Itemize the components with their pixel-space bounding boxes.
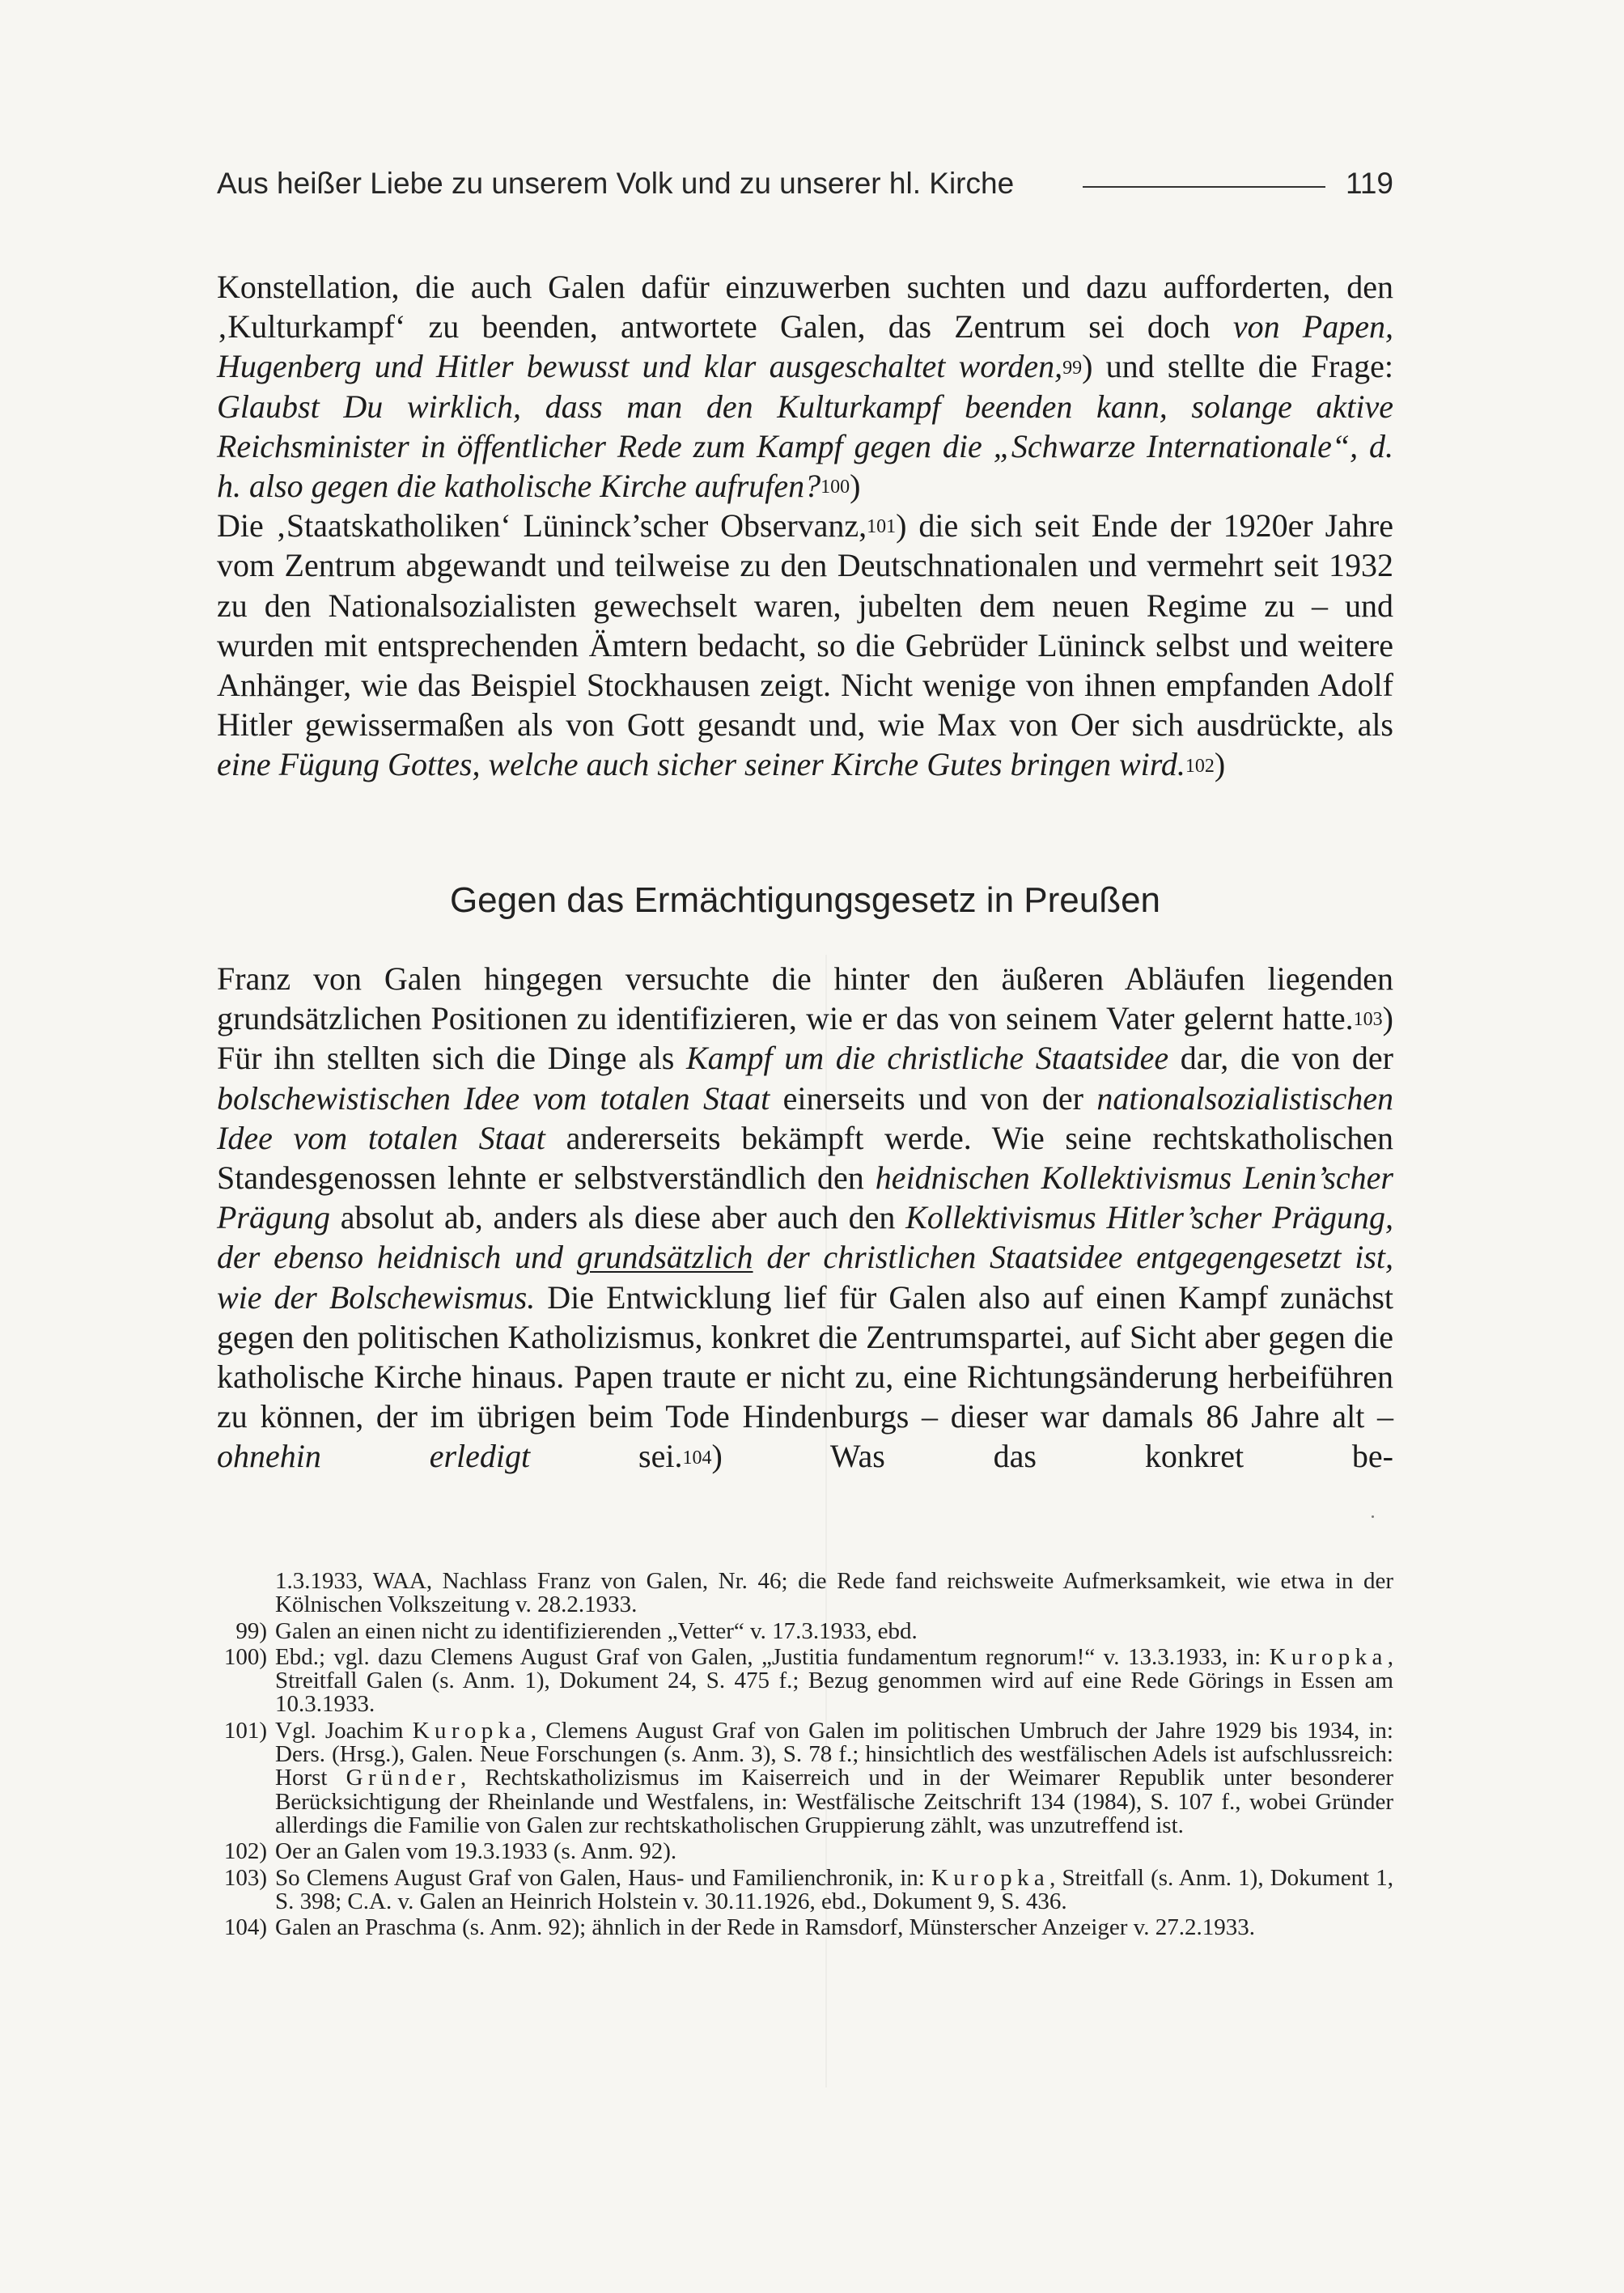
footnote-99: 99) Galen an einen nicht zu identifizierenden „Vetter“ v. 17.3.1933, ebd.: [235, 1617, 918, 1644]
footnotes: [217, 1570, 1393, 1942]
footnote-ref: 99: [1062, 357, 1083, 379]
footnote-continuation: 1.3.1933, WAA, Nachlass Franz von Galen, Nr. 46; die Rede fand reichsweite Aufmerksamkeit, wie etwa in der Kölnischen Volkszeitung v. 28.2.1933.: [275, 1568, 1393, 1618]
underlined-word: grundsätzlich: [576, 1239, 753, 1276]
author-name: Kuropka: [412, 1717, 531, 1744]
footnote-ref: 104: [682, 1447, 712, 1469]
footnote-104: 104) Galen an Praschma (s. Anm. 92); ähnlich in der Rede in Ramsdorf, Münsterscher Anzeiger v. 27.2.1933.: [223, 1914, 1256, 1941]
footnote-ref: 101: [867, 516, 897, 538]
author-name: Kuropka: [1269, 1643, 1388, 1670]
paragraph-1: Konstellation, die auch Galen dafür einzuwerben suchten und dazu aufforderten, den ‚Kulturkampf‘ zu beenden, antwortete Galen, das Zentrum sei doch von Papen, Hugenberg und Hitler bewusst und klar ausgeschaltet worden,$^{99}$) und stellte die Frage: Glaubst Du wirklich, dass man den Kulturkampf beenden kann, solange aktive Reichsminister in öffentlicher Rede zum Kampf gegen die „Schwarze Internationale“, d. h. also gegen die katholische Kirche aufrufen?$^{100}$): [217, 269, 1393, 505]
running-header: [217, 167, 1393, 212]
footnote-102: 102) Oer an Galen vom 19.3.1933 (s. Anm. 92).: [223, 1838, 677, 1865]
footnote-100: 100) Ebd.; vgl. dazu Clemens August Graf von Galen, „Justitia fundamentum regnorum!“ v. 13.3.1933, in: Kuropka, Streitfall Galen (s. Anm. 1), Dokument 24, S. 475 f.; Bezug genommen wird auf eine Rede Görings in Essen am 10.3.1933.: [223, 1643, 1393, 1718]
header-rule: [1083, 186, 1325, 188]
page-number: 119: [1346, 167, 1393, 200]
author-name: Gründer: [346, 1765, 460, 1791]
footnote-103: 103) So Clemens August Graf von Galen, Haus- und Familienchronik, in: Kuropka, Streitfall (s. Anm. 1), Dokument 1, S. 398; C.A. v. Galen an Heinrich Holstein v. 30.11.1926, ebd., Dokument 9, S. 436.: [223, 1864, 1393, 1914]
footnote-101: 101) Vgl. Joachim Kuropka, Clemens August Graf von Galen im politischen Umbruch der Jahre 1929 bis 1934, in: Ders. (Hrsg.), Galen. Neue Forschungen (s. Anm. 3), S. 78 f.; hinsichtlich des westfälischen Adels ist aufschlussreich: Horst Gründer, Rechtskatholizismus im Kaiserreich und in der Weimarer Republik unter besonderer Berücksichtigung der Rheinlande und Westfalens, in: Westfälische Zeitschrift 134 (1984), S. 107 f., wobei Gründer allerdings die Familie von Galen zur rechtskatholischen Gruppierung zählt, was unzutreffend ist.: [223, 1717, 1393, 1838]
paragraph-3: Franz von Galen hingegen versuchte die hinter den äußeren Abläufen liegenden grundsätzlichen Positionen zu identifizieren, wie er das von seinem Vater gelernt hatte.$^{103}$) Für ihn stellten sich die Dinge als Kampf um die christliche Staatsidee dar, die von der bolschewistischen Idee vom totalen Staat einerseits und von der nationalsozialistischen Idee vom totalen Staat andererseits bekämpft werde. Wie seine rechtskatholischen Standesgenossen lehnte er selbstverständlich den heidnischen Kollektivismus Lenin’scher Prägung absolut ab, anders als diese aber auch den Kollektivismus Hitler’scher Prägung, der ebenso heidnisch und grundsätzlich der christlichen Staatsidee entgegengesetzt ist, wie der Bolschewismus. Die Entwicklung lief für Galen also auf einen Kampf zunächst gegen den politischen Katholizismus, konkret die Zentrumspartei, auf Sicht aber gegen die katholische Kirche hinaus. Papen traute er nicht zu, eine Richtungsänderung herbeiführen zu können, der im übrigen beim Tode Hindenburgs – dieser war damals 86 Jahre alt – ohnehin erledigt sei.$^{104}$) Was das konkret be-: [217, 960, 1394, 1475]
paragraph-2: Die ‚Staatskatholiken‘ Lüninck’scher Observanz,$^{101}$) die sich seit Ende der 1920er Jahre vom Zentrum abgewandt und teilweise zu den Deutschnationalen und vermehrt seit 1932 zu den Nationalsozialisten gewechselt waren, jubelten dem neuen Regime zu – und wurden mit entsprechenden Ämtern bedacht, so die Gebrüder Lüninck selbst und weitere Anhänger, wie das Beispiel Stockhausen zeigt. Nicht wenige von ihnen empfanden Adolf Hitler gewissermaßen als von Gott gesandt und, wie Max von Oer sich ausdrückte, als eine Fügung Gottes, welche auch sicher seiner Kirche Gutes bringen wird.$^{102}$): [217, 507, 1393, 783]
body-text-top: [217, 267, 1393, 785]
running-title: Aus heißer Liebe zu unserem Volk und zu unserer hl. Kirche: [217, 167, 1015, 200]
footnote-ref: 100: [820, 477, 850, 498]
footnote-ref: 102: [1185, 755, 1215, 777]
author-name: Kuropka: [931, 1864, 1050, 1891]
section-heading: Gegen das Ermächtigungsgesetz in Preußen: [449, 880, 1161, 920]
body-text-bottom: [217, 959, 1393, 1477]
footnote-ref: 103: [1353, 1009, 1383, 1031]
speck-mark: [1372, 1515, 1374, 1518]
